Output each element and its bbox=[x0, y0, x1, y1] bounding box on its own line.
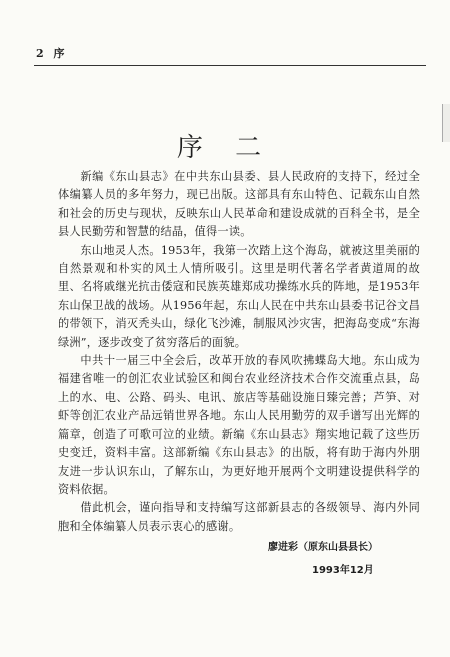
header-divider bbox=[34, 65, 426, 66]
paragraph-1: 新编《东山县志》在中共东山县委、县人民政府的支持下，经过全体编纂人员的多年努力，现已出版。这部具有东山特色、记载东山自然和社会的历史与现状，反映东山人民革命和建设成就的百科全书，是全县人民勤劳和智慧的结晶，值得一读。 bbox=[58, 170, 420, 239]
adjacent-page-edge bbox=[442, 104, 450, 142]
author-signature: 廖进彩（原东山县县长） bbox=[268, 542, 378, 553]
body-text bbox=[58, 168, 420, 536]
paragraph-2: 东山地灵人杰。1953年，我第一次踏上这个海岛，就被这里美丽的自然景观和朴实的风土人情所吸引。这里是明代著名学者黄道周的故里、名将戚继光抗击倭寇和民族英雄郑成功操练水兵的阵地，是1953年东山保卫战的战场。从1956年起，东山人民在中共东山县委书记谷文昌的带领下，消灭秃头山，绿化飞沙滩，制服风沙灾害，把海岛变成“东海绿洲”，逐步改变了贫穷落后的面貌。 bbox=[58, 243, 420, 349]
paragraph-3: 中共十一届三中全会后，改革开放的春风吹拂蝶岛大地。东山成为福建省唯一的创汇农业试验区和闽台农业经济技术合作交流重点县，岛上的水、电、公路、码头、电讯、旅店等基础设施日臻完善；芦笋、对虾等创汇农业产品远销世界各地。东山人民用勤劳的双手谱写出光辉的篇章，创造了可歌可泣的业绩。新编《东山县志》翔实地记载了这些历史变迁，资料丰富。这部新编《东山县志》的出版，将有助于海内外朋友进一步认识东山，了解东山，为更好地开展两个文明建设提供科学的资料依据。 bbox=[58, 354, 420, 496]
page-header-label: 2 序 bbox=[36, 47, 68, 60]
paragraph-4: 借此机会，谨向指导和支持编写这部新县志的各级领导、海内外同胞和全体编纂人员表示衷心的感谢。 bbox=[58, 501, 420, 533]
page-title: 序 二 bbox=[176, 133, 274, 164]
signature-date: 1993年12月 bbox=[312, 565, 374, 576]
